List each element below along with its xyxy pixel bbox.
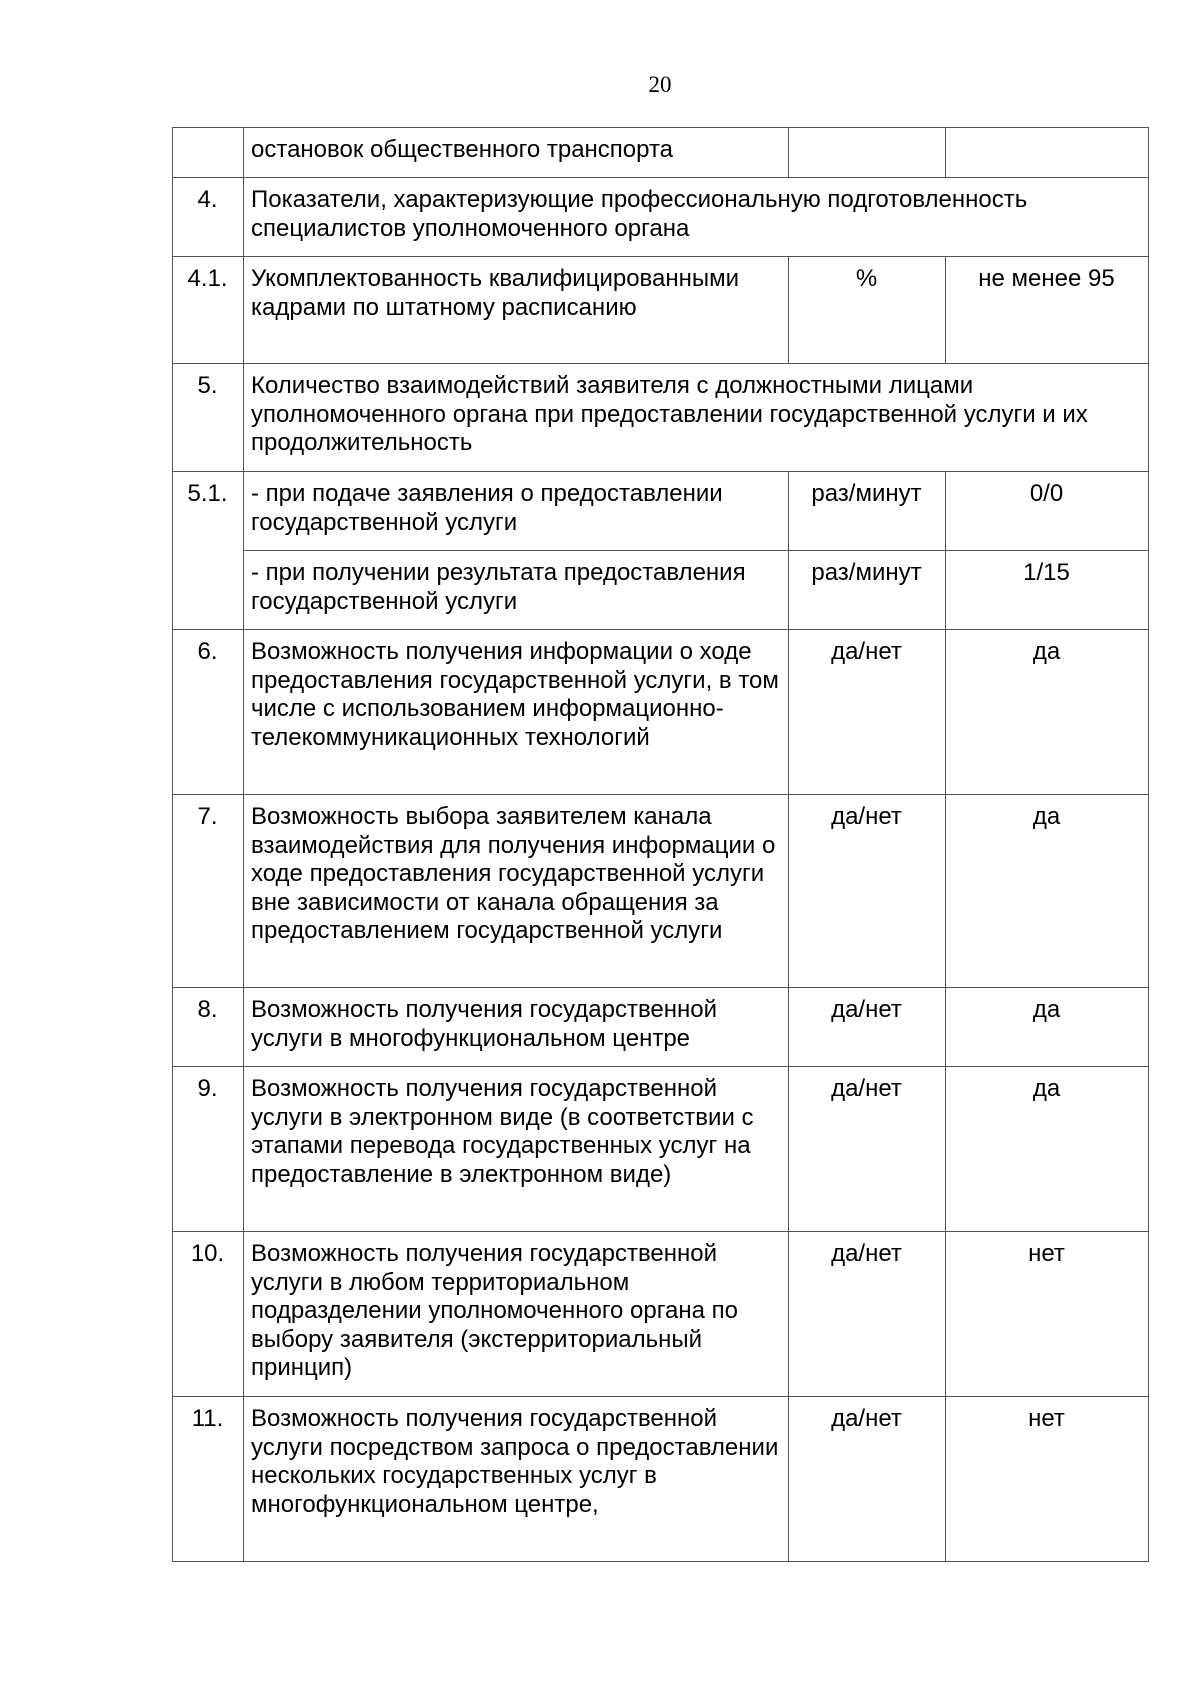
unit-cell xyxy=(789,128,946,178)
table-row xyxy=(173,630,1149,795)
value-cell: да xyxy=(946,988,1149,1067)
unit-cell: да/нет xyxy=(789,630,946,795)
unit-cell: да/нет xyxy=(789,795,946,988)
indicator-cell: Возможность получения информации о ходе предоставления государственной услуги, в том числе с использованием информационно-телекоммуникационных технологий xyxy=(244,630,789,795)
value-cell: нет xyxy=(946,1232,1149,1397)
row-number-cell: 9. xyxy=(173,1067,244,1232)
row-number-cell: 4.1. xyxy=(173,257,244,364)
table-row xyxy=(173,364,1149,472)
value-cell: не менее 95 xyxy=(946,257,1149,364)
indicator-cell: остановок общественного транспорта xyxy=(244,128,789,178)
unit-cell: да/нет xyxy=(789,988,946,1067)
table-row xyxy=(173,795,1149,988)
indicators-table xyxy=(172,127,1149,1562)
indicator-cell: Укомплектованность квалифицированными кадрами по штатному расписанию xyxy=(244,257,789,364)
value-cell: нет xyxy=(946,1397,1149,1562)
unit-cell: да/нет xyxy=(789,1232,946,1397)
unit-cell: да/нет xyxy=(789,1067,946,1232)
row-number-cell xyxy=(173,128,244,178)
unit-cell: да/нет xyxy=(789,1397,946,1562)
table-row xyxy=(173,551,1149,630)
row-number-cell: 7. xyxy=(173,795,244,988)
row-number-cell: 5. xyxy=(173,364,244,472)
value-cell: да xyxy=(946,630,1149,795)
indicator-cell: Возможность получения государственной услуги в любом территориальном подразделении уполномоченного органа по выбору заявителя (экстерриториальный принцип) xyxy=(244,1232,789,1397)
page-number: 20 xyxy=(648,72,672,97)
indicator-cell: Возможность получения государственной услуги в электронном виде (в соответствии с этапами перевода государственных услуг на предоставление в электронном виде) xyxy=(244,1067,789,1232)
unit-cell: % xyxy=(789,257,946,364)
indicator-cell: Возможность получения государственной услуги в многофункциональном центре xyxy=(244,988,789,1067)
row-number-cell: 8. xyxy=(173,988,244,1067)
indicator-cell: - при получении результата предоставления государственной услуги xyxy=(244,551,789,630)
unit-cell: раз/минут xyxy=(789,472,946,551)
value-cell: 1/15 xyxy=(946,551,1149,630)
unit-cell: раз/минут xyxy=(789,551,946,630)
indicator-cell: Возможность выбора заявителем канала взаимодействия для получения информации о ходе предоставления государственной услуги вне зависимости от канала обращения за предоставлением государственной услуги xyxy=(244,795,789,988)
row-number-cell: 10. xyxy=(173,1232,244,1397)
row-number-cell: 4. xyxy=(173,178,244,257)
table-row xyxy=(173,178,1149,257)
value-cell: да xyxy=(946,1067,1149,1232)
value-cell: да xyxy=(946,795,1149,988)
table-row xyxy=(173,1067,1149,1232)
table-row xyxy=(173,1397,1149,1562)
row-number-cell: 5.1. xyxy=(173,472,244,630)
value-cell xyxy=(946,128,1149,178)
table-row xyxy=(173,988,1149,1067)
section-heading-cell: Количество взаимодействий заявителя с должностными лицами уполномоченного органа при предоставлении государственной услуги и их продолжительность xyxy=(244,364,1149,472)
value-cell: 0/0 xyxy=(946,472,1149,551)
table-row xyxy=(173,472,1149,551)
indicator-cell: Возможность получения государственной услуги посредством запроса о предоставлении нескольких государственных услуг в многофункциональном центре, xyxy=(244,1397,789,1562)
row-number-cell: 11. xyxy=(173,1397,244,1562)
table-row xyxy=(173,257,1149,364)
row-number-cell: 6. xyxy=(173,630,244,795)
indicator-cell: - при подаче заявления о предоставлении государственной услуги xyxy=(244,472,789,551)
section-heading-cell: Показатели, характеризующие профессиональную подготовленность специалистов уполномоченного органа xyxy=(244,178,1149,257)
table-row xyxy=(173,128,1149,178)
table-row xyxy=(173,1232,1149,1397)
